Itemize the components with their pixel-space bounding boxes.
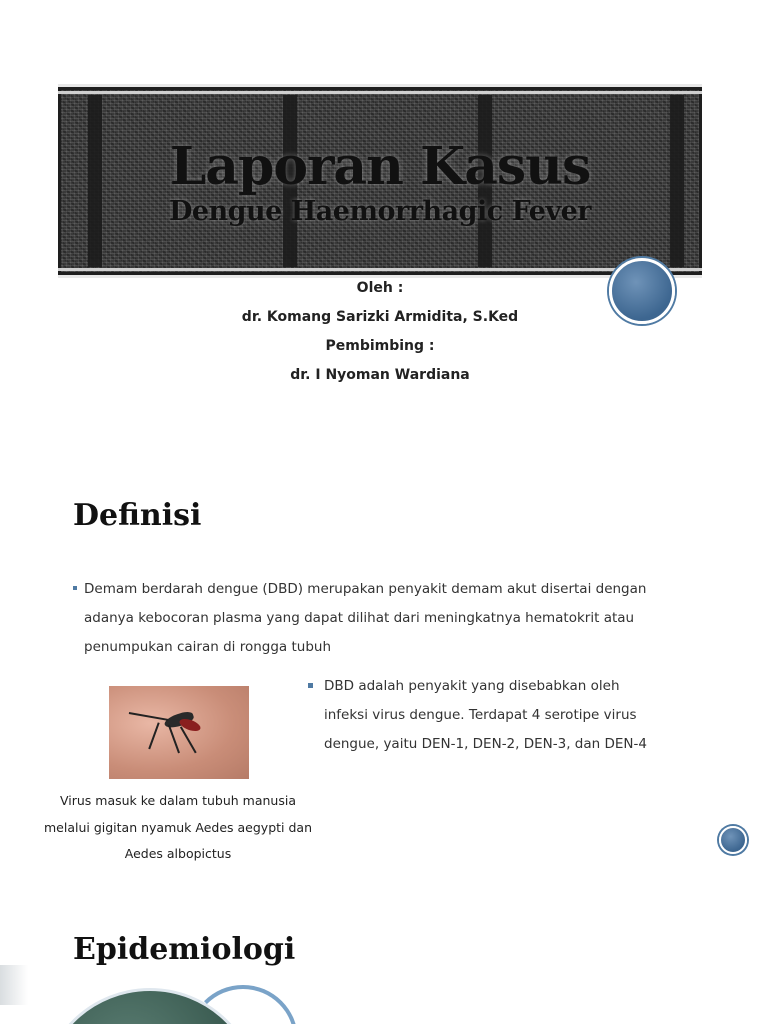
banner-stripe-top [58, 91, 702, 94]
definition-bullet-2 [324, 672, 704, 759]
caption-line: melalui gigitan nyamuk Aedes aegypti dan [43, 819, 313, 835]
bullet-line: penumpukan cairan di rongga tubuh [84, 639, 331, 655]
epidemiologi-heading: Epidemiologi [73, 932, 296, 967]
decorative-circle-icon [719, 826, 747, 854]
definisi-heading: Definisi [73, 498, 202, 533]
caption-line: Aedes albopictus [124, 846, 232, 861]
oleh-label: Oleh : [356, 280, 404, 296]
bullet-line: dengue, yaitu DEN-1, DEN-2, DEN-3, dan DEN-4 [324, 736, 647, 752]
bullet-mark [308, 683, 313, 688]
slide-subtitle: Dengue Haemorrhagic Fever [168, 196, 592, 227]
slide-title-main: Laporan Kasus [169, 136, 591, 197]
bullet-line: adanya kebocoran plasma yang dapat dilihat dari meningkatnya hematokrit atau [84, 610, 635, 626]
bullet-line: Demam berdarah dengue (DBD) merupakan penyakit demam akut disertai dengan [84, 581, 647, 597]
bullet-line: DBD adalah penyakit yang disebabkan oleh [324, 678, 620, 694]
mosquito-leg [129, 712, 169, 720]
mosquito-leg [168, 724, 180, 753]
edge-shadow [0, 965, 28, 1005]
definition-bullet-1 [84, 575, 724, 662]
banner-stripe-bottom [58, 268, 702, 271]
author-name: dr. Komang Sarizki Armidita, S.Ked [241, 309, 519, 325]
supervisor-name: dr. I Nyoman Wardiana [290, 367, 470, 383]
bullet-line: infeksi virus dengue. Terdapat 4 serotipe virus [324, 707, 637, 723]
image-caption [38, 788, 318, 868]
bullet-mark [73, 586, 77, 590]
mosquito-leg [149, 722, 160, 749]
caption-line: Virus masuk ke dalam tubuh manusia [59, 793, 297, 808]
cycle-arrow-icon [188, 985, 298, 1024]
pembimbing-label: Pembimbing : [325, 338, 435, 354]
mosquito-photo [109, 686, 249, 779]
